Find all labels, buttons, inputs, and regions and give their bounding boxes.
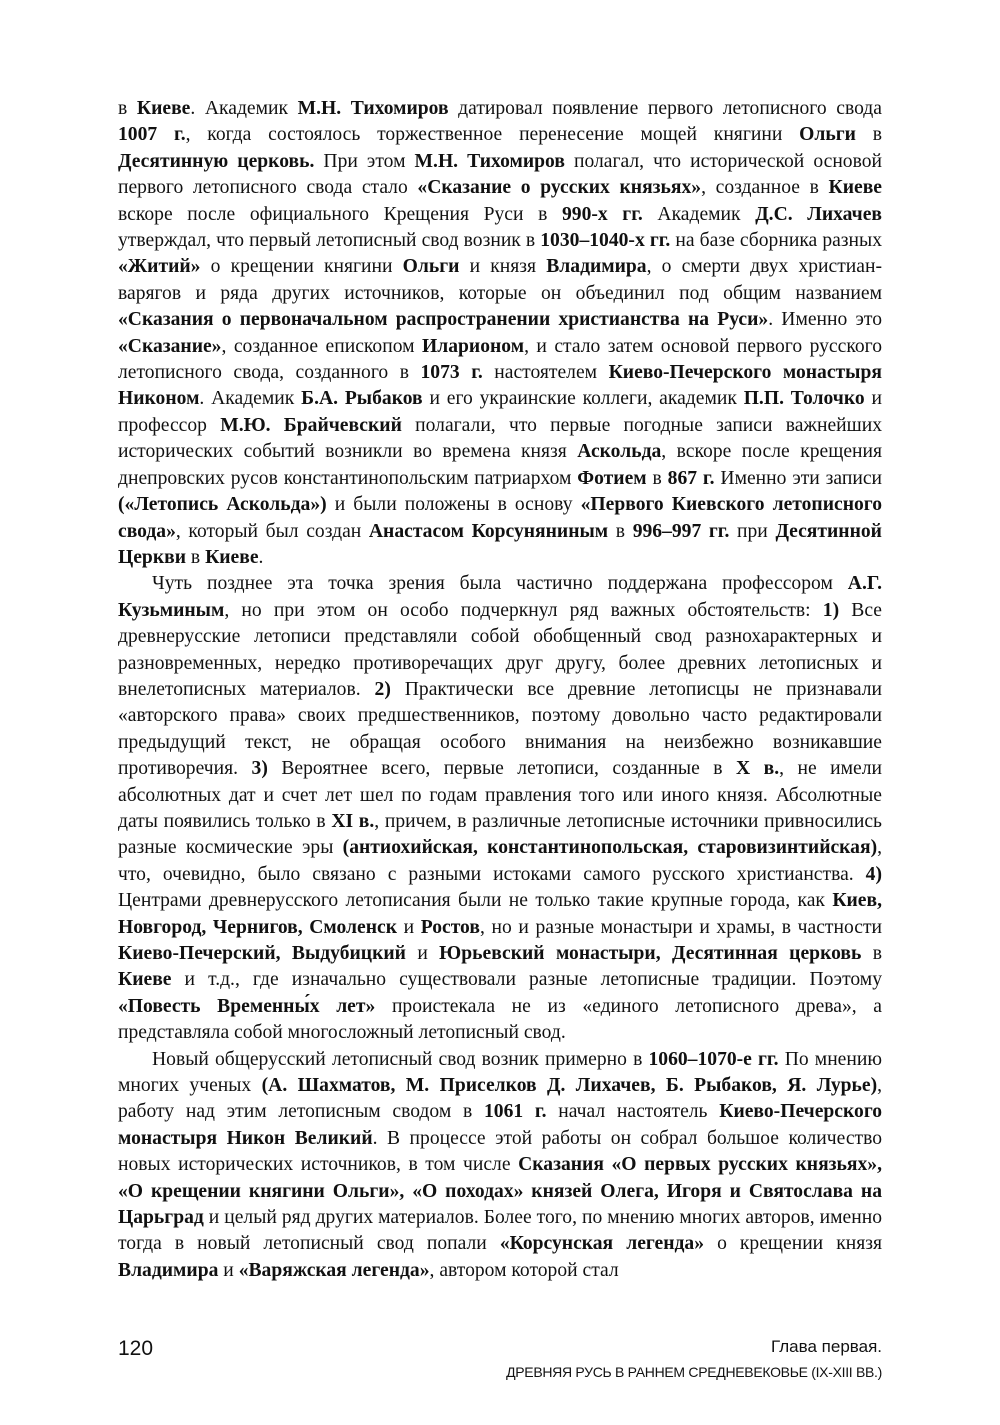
text-run: Вероятнее всего, первые летописи, созданные в	[267, 758, 736, 780]
text-run: . Академик	[190, 98, 298, 119]
bold-text-run: 1)	[822, 599, 840, 621]
text-run: По мнению многих ученых	[118, 1048, 882, 1097]
bold-text-run: XI в.	[331, 810, 375, 832]
text-run: о крещении князя	[704, 1233, 882, 1255]
bold-text-run: Киев, Новгород, Чернигов, Смоленск	[118, 890, 882, 938]
bold-text-run: Ольги	[799, 124, 856, 146]
text-run: , но и разные монастыри и храмы, в частности	[479, 916, 882, 938]
paragraph	[118, 1047, 882, 1285]
text-run: и	[218, 1259, 239, 1281]
bold-text-run: Владимира	[118, 1259, 219, 1281]
text-run: . Именно это	[768, 309, 882, 331]
text-run: , созданное епископом	[221, 335, 422, 357]
bold-text-run: 3)	[251, 758, 268, 780]
paragraph	[118, 96, 882, 571]
bold-text-run: М.Ю. Брайчевский	[220, 414, 402, 436]
text-run: , когда состоялось торжественное перенесение мощей княгини	[185, 124, 800, 146]
running-chapter-title: Глава первая.	[771, 1337, 882, 1356]
bold-text-run: Иларионом	[421, 335, 525, 357]
bold-text-run: «Сказания о первоначальном распространении христианства на Руси»	[118, 309, 769, 331]
bold-text-run: Киево-Печерского монастыря Никон Великий	[118, 1101, 883, 1149]
page-number: 120	[118, 1337, 154, 1360]
text-run: в	[861, 943, 882, 964]
text-run: .	[258, 546, 264, 568]
bold-text-run: 1060–1070-е гг.	[648, 1048, 779, 1070]
bold-text-run: М.Н. Тихомиров	[414, 150, 565, 172]
text-run: вскоре после официального Крещения Руси в	[118, 203, 562, 225]
bold-text-run: 1007 г.	[118, 124, 186, 146]
bold-text-run: 867 г.	[667, 467, 715, 489]
text-run: настоятелем	[482, 362, 609, 384]
text-run: , причем, в различные летописные источники привносились разные космические эры	[118, 810, 882, 859]
bold-text-run: М.Н. Тихомиров	[297, 98, 449, 119]
text-run: в	[646, 467, 668, 489]
text-run: Все древнерусские летописи представляли собой обобщенный свод разнохарактерных и разновременных, нередко противоречащих друг другу, более древних летописных и внелетописных материалов.	[118, 599, 882, 700]
bold-text-run: Б.А. Рыбаков	[301, 388, 423, 410]
text-run: при	[729, 520, 776, 542]
text-run: , не имели абсолютных дат и счет лет шел по годам правления того или иного князя. Абсолютные даты появились только в	[118, 758, 882, 832]
text-run: Новый общерусский летописный свод возник примерно в	[152, 1048, 649, 1070]
text-run: Академик	[642, 203, 756, 225]
text-run: полагал, что исторической основой первого летописного свода стало	[118, 150, 883, 199]
bold-text-run: Д.С. Лихачев	[755, 203, 883, 225]
bold-text-run: Киево-Печерский, Выдубицкий	[118, 943, 406, 964]
page-footer	[118, 1337, 882, 1397]
bold-text-run: X в.	[736, 758, 780, 780]
text-run: и	[397, 916, 421, 938]
text-run: в	[855, 124, 883, 146]
bold-text-run: 1061 г.	[483, 1101, 547, 1123]
bold-text-run: («Летопись Аскольда»)	[118, 494, 327, 516]
bold-text-run: Киеве	[136, 98, 191, 119]
bold-text-run: Киеве	[828, 177, 882, 199]
text-run: и князя	[459, 256, 547, 278]
bold-text-run: 2)	[374, 678, 391, 700]
bold-text-run: Юрьевский монастыри, Десятинная церковь	[439, 943, 862, 964]
text-run: и его украинские коллеги, академик	[422, 388, 744, 410]
text-run: проистекала не из «единого летописного древа», а представляла собой многосложный летописный свод.	[118, 995, 882, 1044]
bold-text-run: 996–997 гг.	[632, 520, 730, 542]
text-run: , работу над этим летописным сводом в	[118, 1075, 883, 1123]
bold-text-run: Киево-Печерского монастыря Никоном	[118, 362, 882, 410]
bold-text-run: А.Г. Кузьминым	[118, 573, 882, 621]
text-run: начал настоятель	[546, 1101, 720, 1123]
bold-text-run: «Сказание о русских князьях»	[417, 177, 702, 199]
bold-text-run: «Повесть Временны́х лет»	[118, 995, 376, 1017]
text-run: Чуть позднее эта точка зрения была частично поддержана профессором	[152, 573, 848, 595]
bold-text-run: Киеве	[118, 969, 172, 991]
bold-text-run: 1073 г.	[420, 362, 483, 384]
bold-text-run: «Варяжская легенда»	[238, 1259, 430, 1281]
text-run: утверждал, что первый летописный свод возник в	[118, 230, 541, 252]
bold-text-run: Десятинной Церкви	[118, 520, 882, 568]
text-run: и профессор	[118, 388, 882, 436]
text-run: на базе сборника разных	[670, 230, 882, 252]
text-run: и т.д., где изначально существовали разные летописные традиции. Поэтому	[171, 969, 882, 991]
bold-text-run: «Первого Киевского летописного свода»	[118, 494, 882, 542]
text-run: Центрами древнерусского летописания были не только такие крупные города, как	[118, 890, 833, 912]
text-run: , созданное в	[701, 177, 829, 199]
bold-text-run: Владимира	[546, 256, 647, 278]
bold-text-run: 1030–1040-х гг.	[540, 230, 671, 252]
bold-text-run: Десятинную церковь.	[118, 150, 315, 172]
text-run: , о смерти двух христиан-варягов и ряда других источников, которые он объединил под общим названием	[118, 256, 882, 304]
text-run: , что, очевидно, было связано с разными истоками самого русского христианства.	[118, 837, 882, 885]
bold-text-run: Сказания «О первых русских князьях», «О крещении княгини Ольги», «О походах» князей Олега, Игоря и Святослава на Царьград	[118, 1154, 882, 1229]
text-run: , но при этом он особо подчеркнул ряд важных обстоятельств:	[224, 599, 823, 621]
text-run: полагали, что первые погодные записи важнейших исторических событий возникли во времена князя	[118, 414, 882, 463]
text-run: При этом	[314, 150, 415, 172]
bold-text-run: (А. Шахматов, М. Приселков Д. Лихачев, Б. Рыбаков, Я. Лурье)	[261, 1075, 878, 1097]
bold-text-run: 990-х гг.	[561, 203, 643, 225]
bold-text-run: П.П. Толочко	[743, 388, 865, 410]
text-run: о крещении княгини	[200, 256, 403, 278]
text-run: . Академик	[199, 388, 302, 410]
text-run: датировал появление первого летописного свода	[448, 98, 882, 119]
bold-text-run: (антиохийская, константинопольская, старовизинтийская)	[342, 837, 878, 859]
text-run: Именно эти записи	[714, 467, 883, 489]
text-run: , автором которой стал	[429, 1259, 619, 1281]
text-run: в	[186, 546, 206, 568]
bold-text-run: Фотием	[577, 467, 647, 489]
bold-text-run: Анастасом Корсуняниным	[368, 520, 609, 542]
paragraph	[118, 571, 882, 1046]
text-run: и целый ряд других материалов. Более того, по мнению многих авторов, именно тогда в новый летописный свод попали	[118, 1207, 882, 1255]
text-run: в	[608, 520, 633, 542]
text-run: , и стало затем основой первого русского летописного свода, созданного в	[118, 335, 882, 384]
bold-text-run: Киеве	[205, 546, 259, 568]
bold-text-run: Ольги	[402, 256, 460, 278]
bold-text-run: Ростов	[420, 916, 480, 938]
body-text	[118, 96, 882, 1284]
text-run: и	[405, 943, 440, 964]
running-chapter-subtitle: ДРЕВНЯЯ РУСЬ В РАННЕМ СРЕДНЕВЕКОВЬЕ (IX-XIII ВВ.)	[506, 1364, 882, 1380]
bold-text-run: «Корсунская легенда»	[499, 1233, 705, 1255]
bold-text-run: «Житий»	[118, 256, 201, 278]
bold-text-run: «Сказание»	[118, 335, 222, 357]
text-run: в	[118, 98, 137, 119]
text-run: , вскоре после крещения днепровских русов константинопольским патриархом	[118, 441, 882, 489]
bold-text-run: 4)	[865, 863, 882, 885]
text-run: Практически все древние летописцы не признавали «авторского права» своих предшественников, поэтому довольно часто редактировали предыдущий текст, не обращая особого внимания на неизбежно возникавшие противоречия.	[118, 678, 882, 780]
bold-text-run: Аскольда	[577, 441, 662, 463]
text-run: , который был создан	[175, 520, 369, 542]
text-run: . В процессе этой работы он собрал большое количество новых исторических источников, в том числе	[118, 1127, 883, 1176]
text-run: и были положены в основу	[326, 494, 581, 516]
